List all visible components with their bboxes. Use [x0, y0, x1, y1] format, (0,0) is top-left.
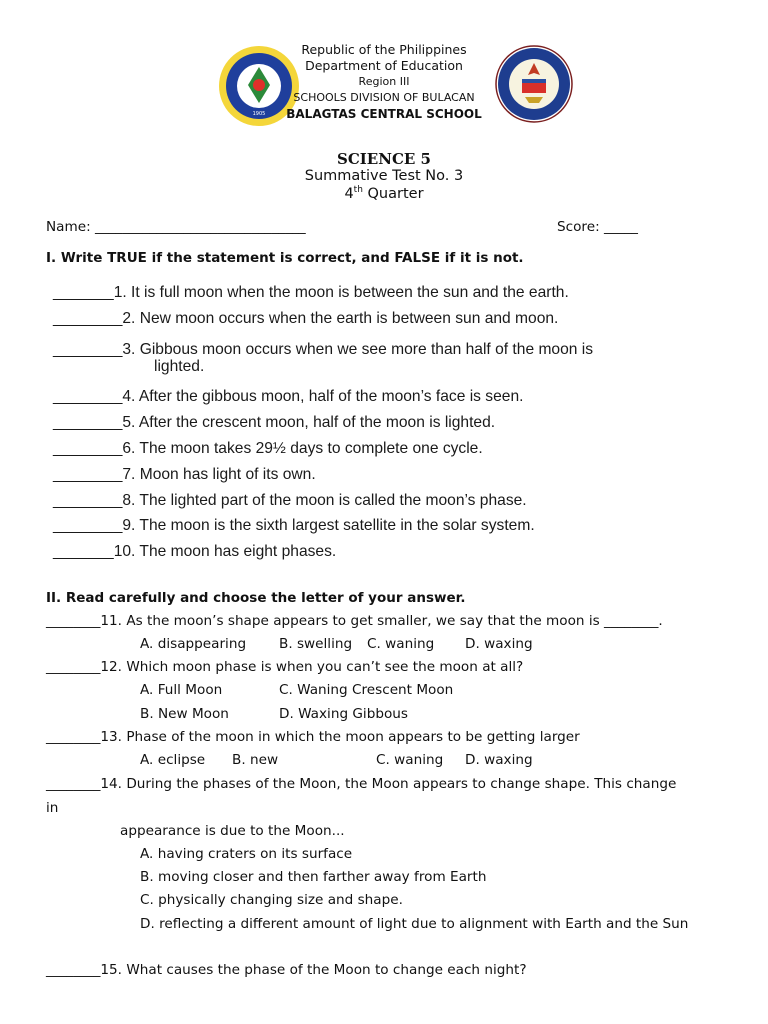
question-14-wrap: in	[46, 800, 59, 816]
part2-instruction: II. Read carefully and choose the letter of your answer.	[46, 590, 466, 606]
true-false-item: ________3. Gibbous moon occurs when we see more than half of the moon is	[53, 341, 594, 358]
true-false-item-continued: lighted.	[154, 358, 205, 375]
test-subject: SCIENCE 5	[337, 150, 431, 168]
choice-c: C. waning	[367, 636, 435, 652]
choice-a: A. Full Moon	[140, 682, 223, 698]
choice-a: A. eclipse	[140, 752, 206, 768]
name-field[interactable]: Name: _______________________________	[46, 219, 306, 235]
quarter-suffix: th	[353, 185, 363, 195]
true-false-item: ________6. The moon takes 29½ days to complete one cycle.	[53, 440, 483, 457]
test-title: Summative Test No. 3	[304, 168, 464, 184]
choice-d: D. Waxing Gibbous	[279, 706, 408, 722]
question-11: ________11. As the moon’s shape appears to get smaller, we say that the moon is ________.	[46, 613, 663, 629]
true-false-item: ________9. The moon is the sixth largest satellite in the solar system.	[53, 517, 535, 534]
header-block	[284, 42, 484, 122]
header-region: Region III	[358, 75, 410, 88]
header-department: Department of Education	[305, 58, 463, 73]
score-field[interactable]: Score: _____	[557, 219, 638, 235]
true-false-item: _______10. The moon has eight phases.	[53, 543, 337, 560]
part1-instruction: I. Write TRUE if the statement is correct, and FALSE if it is not.	[46, 250, 524, 266]
choice-b: B. swelling	[279, 636, 353, 652]
choice-b: B. new	[232, 752, 279, 768]
choice-c: C. waning	[376, 752, 444, 768]
choice-a: A. having craters on its surface	[140, 846, 353, 862]
choice-c: C. physically changing size and shape.	[140, 892, 403, 908]
question-15: ________15. What causes the phase of the Moon to change each night?	[46, 962, 527, 978]
choice-b: B. moving closer and then farther away from Earth	[140, 869, 487, 885]
true-false-item: ________8. The lighted part of the moon is called the moon’s phase.	[53, 492, 527, 509]
header-division: SCHOOLS DIVISION OF BULACAN	[293, 91, 475, 104]
header-school: BALAGTAS CENTRAL SCHOOL	[286, 107, 482, 121]
quarter-number: 4	[344, 185, 354, 202]
question-14: ________14. During the phases of the Moon, the Moon appears to change shape. This change	[46, 776, 677, 792]
test-quarter	[0, 185, 768, 202]
true-false-item: ________4. After the gibbous moon, half of the moon’s face is seen.	[53, 388, 524, 405]
choice-a: A. disappearing	[140, 636, 247, 652]
header-republic: Republic of the Philippines	[301, 42, 467, 57]
question-13: ________13. Phase of the moon in which the moon appears to be getting larger	[46, 729, 580, 745]
true-false-item: ________5. After the crescent moon, half of the moon is lighted.	[53, 414, 496, 431]
question-14-continued: appearance is due to the Moon...	[120, 823, 345, 839]
question-12: ________12. Which moon phase is when you can’t see the moon at all?	[46, 659, 524, 675]
quarter-word: Quarter	[362, 185, 424, 202]
school-logo-year: 1905	[252, 111, 266, 117]
choice-c: C. Waning Crescent Moon	[279, 682, 454, 698]
true-false-item: ________2. New moon occurs when the earth is between sun and moon.	[53, 310, 559, 327]
true-false-item: ________7. Moon has light of its own.	[53, 466, 316, 483]
choice-d: D. reflecting a different amount of light due to alignment with Earth and the Sun	[140, 916, 689, 932]
deped-seal	[495, 45, 573, 123]
choice-b: B. New Moon	[140, 706, 229, 722]
choice-d: D. waxing	[465, 752, 533, 768]
choice-d: D. waxing	[465, 636, 533, 652]
true-false-item: _______1. It is full moon when the moon is between the sun and the earth.	[53, 284, 569, 301]
